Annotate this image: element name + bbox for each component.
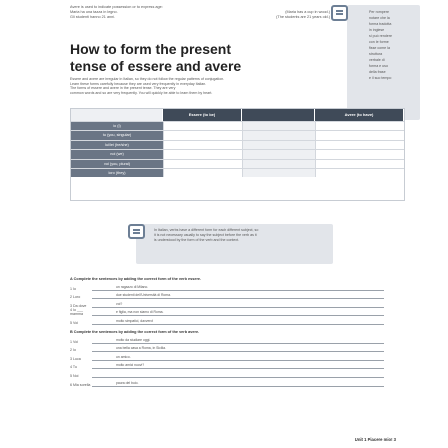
intro-translation: (Maria has a cup in wood.) bbox=[285, 10, 330, 15]
item-prompt: 5 Noi bbox=[70, 373, 79, 378]
table-row bbox=[71, 140, 404, 149]
watch-line: is understood by the form of the verb and the context. bbox=[154, 238, 240, 242]
spacer-cell bbox=[242, 160, 315, 168]
intro-text: Gli studenti hanno 21 anni. bbox=[70, 15, 116, 20]
exercise-item bbox=[70, 378, 390, 387]
sidebar-line: della frase bbox=[369, 70, 386, 74]
spacer-cell bbox=[242, 122, 315, 130]
pronoun-cell: lui/lei (he/she) bbox=[71, 141, 163, 149]
sidebar-line: con le forme bbox=[369, 40, 389, 44]
answer-line[interactable] bbox=[92, 355, 384, 361]
answer-line[interactable] bbox=[92, 381, 384, 387]
watch-line: it is not necessary usually to say the subject before the verb as it bbox=[154, 233, 257, 237]
answer-cell[interactable] bbox=[315, 141, 404, 149]
table-row bbox=[71, 130, 404, 139]
answer-line[interactable] bbox=[92, 285, 384, 291]
answer-cell[interactable] bbox=[315, 160, 404, 168]
spacer-cell bbox=[242, 169, 315, 177]
intro-translation: (The students are 21 years old.) bbox=[276, 15, 330, 20]
answer-line[interactable] bbox=[92, 302, 384, 308]
item-text: e figlia, ma non siamo di Roma. bbox=[116, 310, 164, 315]
header-avere: Avere (to have) bbox=[315, 109, 404, 121]
pronoun-cell: loro (they) bbox=[71, 169, 163, 177]
exercise-item bbox=[70, 361, 390, 370]
answer-line[interactable] bbox=[92, 338, 384, 344]
intro-paragraph-line: The forms of essere and avere in the present tense. They are very bbox=[70, 86, 176, 91]
pronoun-cell: voi (you, plural) bbox=[71, 160, 163, 168]
exercise-item bbox=[70, 282, 390, 291]
sidebar-line: struttura bbox=[369, 52, 383, 56]
heading-line: tense of essere and avere bbox=[70, 58, 242, 74]
item-prompt: 2 Io bbox=[70, 348, 76, 353]
exercise-title: A Complete the sentences by adding the correct form of the verb essere. bbox=[70, 277, 202, 281]
table-row bbox=[71, 159, 404, 168]
item-prompt: 4 Tu bbox=[70, 365, 77, 370]
item-text: voi? bbox=[116, 301, 123, 306]
answer-line[interactable] bbox=[92, 346, 384, 352]
answer-cell[interactable] bbox=[315, 150, 404, 158]
sidebar-line: forma tradotta bbox=[369, 22, 392, 26]
exercise-title: B Complete the sentences by adding the correct form of the verb avere. bbox=[70, 330, 200, 334]
item-text: molto simpatici, davvero! bbox=[116, 318, 154, 323]
spacer-cell bbox=[242, 131, 315, 139]
pronoun-cell: noi (we) bbox=[71, 150, 163, 158]
exercise-item bbox=[70, 316, 390, 325]
item-prompt: 2 Loro bbox=[70, 295, 81, 300]
exercise-b bbox=[70, 330, 390, 387]
item-text: un amico. bbox=[116, 354, 131, 359]
item-text: molto da studiare oggi. bbox=[116, 337, 151, 342]
intro-paragraph-line: Essere and avere are irregular in Italian, so they do not follow the regular patterns of conjugation. bbox=[70, 77, 225, 81]
sidebar-line: in inglese bbox=[369, 28, 385, 32]
sidebar-line: Per rompere bbox=[369, 10, 389, 14]
answer-cell[interactable] bbox=[163, 141, 242, 149]
spacer-cell bbox=[242, 141, 315, 149]
item-prompt: 1 Voi bbox=[70, 339, 78, 344]
answer-line[interactable] bbox=[92, 319, 384, 325]
pronoun-cell: tu (you, singular) bbox=[71, 131, 163, 139]
exercise-item bbox=[70, 344, 390, 353]
watch-out-box bbox=[136, 224, 333, 264]
answer-line[interactable] bbox=[92, 293, 384, 299]
exercise-item bbox=[70, 369, 390, 378]
section-heading bbox=[70, 41, 241, 75]
item-text: un ragazzo di Milano. bbox=[116, 284, 149, 289]
answer-cell[interactable] bbox=[163, 122, 242, 130]
answer-cell[interactable] bbox=[315, 122, 404, 130]
header-empty bbox=[71, 109, 163, 121]
sidebar-line: notare che la bbox=[369, 16, 390, 20]
sidebar-line: forma e uso bbox=[369, 64, 388, 68]
exercise-item bbox=[70, 308, 390, 317]
answer-cell[interactable] bbox=[163, 169, 242, 177]
section-intro bbox=[70, 77, 345, 95]
exercise-item bbox=[70, 291, 390, 300]
exercise-a bbox=[70, 277, 390, 325]
item-prompt: 4 Io ___ mamma bbox=[70, 308, 83, 317]
answer-line[interactable] bbox=[92, 372, 384, 378]
exercise-item bbox=[70, 335, 390, 344]
sidebar-line: si può rendere bbox=[369, 34, 392, 38]
header-blank bbox=[242, 109, 315, 121]
table-row bbox=[71, 149, 404, 158]
item-prompt: 3 Da dove bbox=[70, 303, 87, 308]
intro-line bbox=[70, 15, 330, 20]
answer-line[interactable] bbox=[92, 363, 384, 369]
exercise-item bbox=[70, 299, 390, 308]
item-text: due studenti dell'Università di Roma. bbox=[116, 293, 171, 298]
item-text: molto amici nuovi? bbox=[116, 363, 145, 368]
table-row bbox=[71, 168, 404, 177]
sidebar-line: e il suo tempo bbox=[369, 76, 392, 80]
item-prompt: 1 Io bbox=[70, 286, 76, 291]
answer-cell[interactable] bbox=[315, 131, 404, 139]
page-footer: Unit 1 Piacere mio! 3 bbox=[354, 437, 396, 442]
answer-cell[interactable] bbox=[163, 131, 242, 139]
sidebar-note bbox=[347, 5, 420, 120]
item-prompt: 6 Mia sorella bbox=[70, 382, 91, 387]
item-text: paura del buio. bbox=[116, 380, 139, 385]
sidebar-line: fisse come la bbox=[369, 46, 390, 50]
heading-line: How to form the present bbox=[70, 41, 232, 57]
note-icon bbox=[128, 224, 145, 239]
note-icon bbox=[331, 5, 348, 21]
table-row bbox=[71, 121, 404, 130]
answer-cell[interactable] bbox=[163, 150, 242, 158]
exercise-item bbox=[70, 352, 390, 361]
intro-text: Maria ha una tazza in legno. bbox=[70, 10, 118, 15]
answer-line[interactable] bbox=[92, 310, 384, 316]
item-prompt: 3 Luca bbox=[70, 356, 81, 361]
item-text: una bella casa a Roma, in Sicilia. bbox=[116, 346, 166, 351]
item-prompt: 5 Voi bbox=[70, 320, 78, 325]
answer-cell[interactable] bbox=[163, 160, 242, 168]
watch-line: In Italian, verbs have a different form for each different subject, so bbox=[154, 228, 259, 232]
answer-cell[interactable] bbox=[315, 169, 404, 177]
header-essere: Essere (to be) bbox=[163, 109, 242, 121]
conjugation-table bbox=[70, 108, 405, 201]
pronoun-cell: io (I) bbox=[71, 122, 163, 130]
spacer-cell bbox=[242, 150, 315, 158]
intro-paragraph-line: common words and so are very frequently. You will quickly be able to learn them by heart. bbox=[70, 90, 213, 95]
intro-examples bbox=[70, 5, 330, 21]
intro-text: Avere is used to indicate possession or to express age: bbox=[70, 5, 163, 9]
table-header bbox=[71, 109, 404, 121]
intro-paragraph-line: Learn these forms carefully because they are used very frequently in everyday Italian. bbox=[70, 81, 207, 86]
sidebar-line: verbale di bbox=[369, 58, 385, 62]
